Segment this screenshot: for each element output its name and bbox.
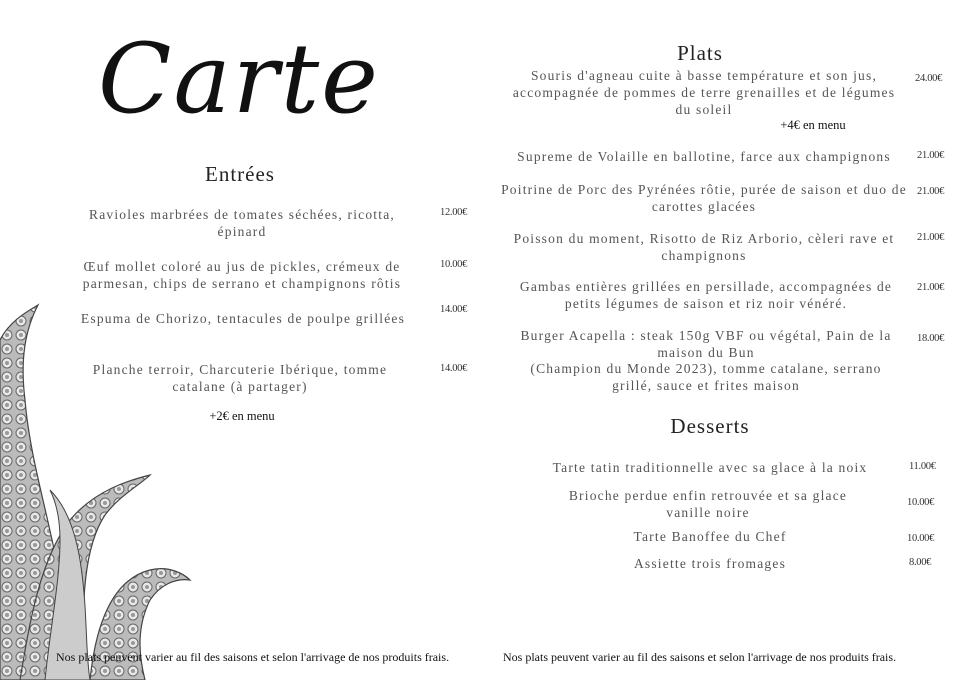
entrees-heading: Entrées — [205, 162, 275, 186]
menu-title: Carte — [98, 23, 380, 135]
plats-menu-note: +4€ en menu — [780, 118, 846, 132]
entree-price-1: 12.00€ — [440, 207, 468, 218]
dessert-item-4: Assiette trois fromages — [633, 556, 787, 571]
plat-price-3: 21.00€ — [917, 186, 945, 197]
entree-item-4: Planche terroir, Charcuterie Ibérique, tomme catalane (à partager) — [92, 362, 388, 394]
footer-note-right: Nos plats peuvent varier au fil des saisons et selon l'arrivage de nos produits frais. — [503, 650, 897, 664]
dessert-price-2: 10.00€ — [907, 497, 935, 508]
plats-heading: Plats — [677, 41, 723, 65]
entree-item-3: Espuma de Chorizo, tentacules de poulpe grillées — [80, 311, 406, 326]
plat-item-1: Souris d'agneau cuite à basse température et son jus, accompagnée de pommes de terre grenailles et de légumes du soleil — [512, 68, 896, 117]
dessert-item-2: Brioche perdue enfin retrouvée et sa glace vanille noire — [568, 488, 848, 520]
dessert-item-3: Tarte Banoffee du Chef — [633, 529, 787, 544]
entree-item-1: Ravioles marbrées de tomates séchées, ricotta, épinard — [89, 207, 395, 239]
plat-item-2: Supreme de Volaille en ballotine, farce aux champignons — [517, 149, 891, 164]
plat-item-3: Poitrine de Porc des Pyrénées rôtie, purée de saison et duo de carottes glacées — [501, 182, 907, 214]
dessert-price-4: 8.00€ — [909, 557, 932, 568]
footer-note-left: Nos plats peuvent varier au fil des saisons et selon l'arrivage de nos produits frais. — [56, 650, 450, 664]
plat-item-6-extra: (Champion du Monde 2023), tomme catalane, serrano grillé, sauce et frites maison — [530, 361, 882, 393]
desserts-heading: Desserts — [670, 414, 750, 438]
plat-price-2: 21.00€ — [917, 150, 945, 161]
dessert-item-1: Tarte tatin traditionnelle avec sa glace à la noix — [552, 460, 868, 475]
plat-price-6: 18.00€ — [917, 333, 945, 344]
entree-price-3: 14.00€ — [440, 304, 468, 315]
dessert-price-1: 11.00€ — [909, 461, 936, 472]
entree-item-2: Œuf mollet coloré au jus de pickles, crémeux de parmesan, chips de serrano et champignons rôtis — [82, 259, 402, 291]
dessert-price-3: 10.00€ — [907, 533, 935, 544]
entree-price-2: 10.00€ — [440, 259, 468, 270]
entree-price-4: 14.00€ — [440, 363, 468, 374]
plat-item-4: Poisson du moment, Risotto de Riz Arborio, cèleri rave et champignons — [513, 231, 895, 263]
plat-item-6: Burger Acapella : steak 150g VBF ou végétal, Pain de la maison du Bun — [520, 328, 892, 360]
plat-price-5: 21.00€ — [917, 282, 945, 293]
plat-item-5: Gambas entières grillées en persillade, accompagnées de petits légumes de saison et riz noir vénéré. — [519, 279, 893, 311]
octopus-tentacle-illustration — [0, 300, 200, 680]
plat-price-1: 24.00€ — [915, 73, 943, 84]
entrees-menu-note: +2€ en menu — [209, 409, 275, 423]
plat-price-4: 21.00€ — [917, 232, 945, 243]
